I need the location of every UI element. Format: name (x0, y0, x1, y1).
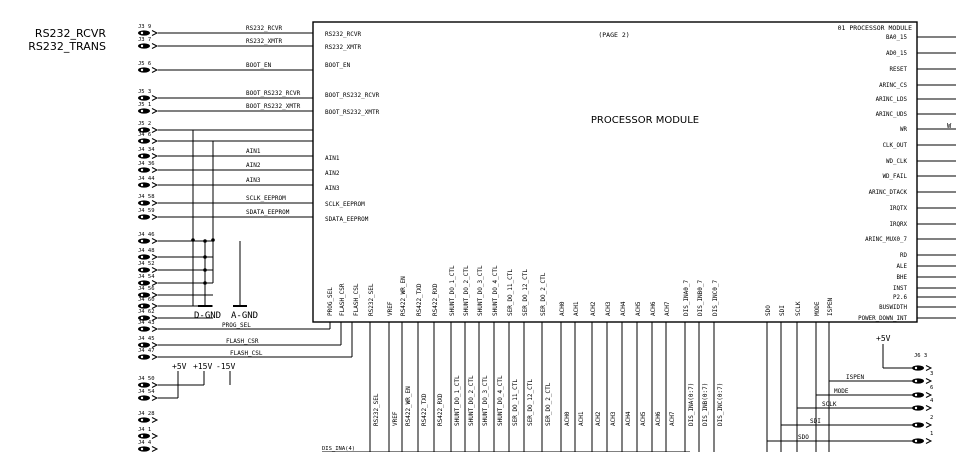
net-label: BOOT_RS232_RCVR (246, 90, 301, 97)
net-label: RS232_XMTR (246, 38, 283, 45)
pin-arrow (152, 447, 157, 452)
net-label: BOOT_RS232_XMTR (246, 103, 301, 110)
module-bottom-pin: SER_DO_2_CTL (540, 272, 547, 316)
connector-ref: J4 43 (138, 320, 155, 326)
pin-arrow (152, 268, 157, 273)
connector-ref: J4 1 (138, 427, 152, 433)
module-pin-label: SCLK_EEPROM (325, 201, 365, 208)
module-pin-label: WD_FAIL (882, 174, 907, 180)
module-bottom-pin: SCLK (795, 301, 802, 316)
connector-ref: J4 48 (138, 248, 155, 254)
pin-arrow (926, 423, 931, 428)
pin-arrow (926, 439, 931, 444)
bottom-bus-label: RS422_RXD (437, 393, 444, 426)
module-bottom-pin: RS422_TXD (416, 283, 423, 316)
pin-dot (141, 256, 143, 258)
module-right-pins (858, 35, 956, 322)
module-pin-label: ARINC_LDS (875, 97, 907, 103)
pin-dot (141, 384, 143, 386)
connector-ref: J4 44 (138, 176, 155, 182)
pin-dot (141, 97, 143, 99)
pin-dot (915, 367, 917, 369)
connector-43 (138, 326, 150, 331)
bottom-bus-label: SHUNT_DO_4_CTL (497, 375, 504, 426)
connector-j5-1 (138, 108, 150, 113)
pin-arrow (152, 304, 157, 309)
connector-j4-44 (138, 182, 150, 187)
module-bottom-pin: SER_DO_12_CTL (522, 269, 529, 316)
bottom-net-note: DIS_INA(4) (322, 446, 356, 452)
supply-label: +5V (876, 334, 891, 343)
pin-arrow (152, 109, 157, 114)
module-pin-label: WR (900, 127, 907, 133)
pin-dot (141, 282, 143, 284)
pin-arrow (926, 393, 931, 398)
bottom-bus-label: SER_DO_11_CTL (512, 379, 519, 426)
pin-dot (141, 240, 143, 242)
module-pin-label: BA0_15 (886, 35, 907, 41)
connector-j4-34 (138, 153, 150, 158)
module-bottom-pin: PROG_SEL (327, 287, 334, 316)
connector-ref: J3 7 (138, 37, 152, 43)
pin-arrow (152, 44, 157, 49)
module-pin-label: ARINC_UDS (875, 112, 907, 118)
module-pin-label: CLK_OUT (882, 143, 907, 149)
module-bottom-pin: ACH2 (590, 301, 597, 316)
module-pin-label: BOOT_EN (325, 62, 351, 69)
pin-dot (141, 69, 143, 71)
ground-label-dgnd: D-GND (194, 311, 222, 321)
connector-j4-60 (138, 303, 150, 308)
pin-dot (141, 32, 143, 34)
module-pin-label: ALE (896, 264, 907, 270)
pin-dot (141, 448, 143, 450)
connector-ref: J4 34 (138, 147, 155, 153)
supply-pin (138, 433, 150, 438)
connector-ref: J5 2 (138, 121, 152, 127)
net-label: SDI (810, 418, 821, 425)
module-pin-label: POWER_DOWN_INT (858, 316, 907, 322)
connector-j4-48 (138, 254, 150, 259)
bottom-bus-label: ACH2 (595, 411, 602, 426)
pin-dot (141, 45, 143, 47)
pin-arrow (152, 139, 157, 144)
pin-arrow (152, 31, 157, 36)
pin-arrow (152, 201, 157, 206)
pin-dot (915, 440, 917, 442)
connector-ref: J4 4 (138, 440, 152, 446)
connector-j3-7 (138, 43, 150, 48)
top-label-trans: RS232_TRANS (28, 40, 106, 53)
connector-j4-54 (138, 280, 150, 285)
connector-ref: J5 1 (138, 102, 152, 108)
bottom-bus-label: RS232_SEL (373, 393, 380, 426)
bottom-bus-label: ACH6 (655, 411, 662, 426)
connector-47 (138, 354, 150, 359)
page-ref: (PAGE 2) (598, 31, 630, 39)
connector-j4-59 (138, 214, 150, 219)
net-label: FLASH_CSR (226, 338, 259, 345)
connector-ref: J4 46 (138, 232, 155, 238)
module-pin-label: ARINC_DTACK (868, 190, 907, 196)
junction-dot (191, 238, 195, 242)
module-pin-label: RD (900, 253, 907, 259)
module-pin-label: BUSWIDTH (879, 305, 907, 311)
top-label-rcvr: RS232_RCVR (34, 27, 106, 40)
bottom-bus-label: ACH3 (610, 411, 617, 426)
net-label: FLASH_CSL (230, 350, 263, 357)
pin-arrow (152, 128, 157, 133)
pin-dot (915, 394, 917, 396)
pin-dot (915, 380, 917, 382)
connector-ref: J4 36 (138, 161, 155, 167)
module-bottom-pin: MODE (814, 301, 821, 316)
connector-j5-3 (138, 95, 150, 100)
pin-arrow (152, 255, 157, 260)
module-bottom-pin: ACH4 (620, 301, 627, 316)
module-left-pins (325, 31, 380, 223)
net-label: SCLK (822, 401, 837, 408)
module-title: PROCESSOR MODULE (590, 115, 700, 126)
bottom-bus-label: ACH4 (625, 411, 632, 426)
connector-j5-6 (138, 67, 150, 72)
connector-ref: J4 54 (138, 389, 155, 395)
pin-dot (915, 407, 917, 409)
module-pin-label: AIN3 (325, 185, 340, 192)
net-label: SDO (798, 434, 809, 441)
module-pin-label: IRQTX (889, 206, 907, 212)
pin-dot (141, 419, 143, 421)
connector-ref: J4 52 (138, 261, 155, 267)
j6-pin (912, 365, 924, 370)
supply-label: -15V (216, 362, 236, 371)
pin-dot (141, 202, 143, 204)
net-label: PROG_SEL (222, 322, 251, 329)
supply-label: +15V (193, 362, 213, 371)
pin-dot (141, 129, 143, 131)
module-pin-label: RS232_XMTR (325, 44, 362, 51)
net-label: AIN3 (246, 177, 261, 184)
pin-dot (141, 110, 143, 112)
connector-ref: J4 54 (138, 274, 155, 280)
bottom-bus-label: ACH0 (564, 411, 571, 426)
supply-pin (138, 417, 150, 422)
net-label: RS232_RCVR (246, 25, 283, 32)
pin-dot (141, 435, 143, 437)
module-bottom-pin: RS232_SEL (368, 283, 375, 316)
connector-j3-9 (138, 30, 150, 35)
pin-dot (141, 269, 143, 271)
bottom-bus-label: DIS_INB(0:7) (702, 382, 709, 426)
connector-ref: J6 3 (914, 353, 928, 359)
module-pin-label: BOOT_RS232_XMTR (325, 109, 380, 116)
module-bottom-pin: DIS_INA0_7 (683, 279, 690, 316)
module-pin-label: ARINC_CS (879, 83, 907, 89)
pin-arrow (152, 327, 157, 332)
module-pin-label: AIN2 (325, 170, 340, 177)
junction-dot (211, 238, 215, 242)
module-bottom-pin: SHUNT_DO_2_CTL (463, 265, 470, 316)
bottom-bus-label: SER_DO_2_CTL (545, 382, 552, 426)
connector-ref: J4 50 (138, 376, 155, 382)
module-bottom-pins (322, 265, 834, 452)
pin-arrow (152, 343, 157, 348)
module-pin-label: WD_CLK (886, 159, 907, 165)
bottom-bus-label: RS422_TXD (421, 393, 428, 426)
module-bottom-pin: RS422_RXD (432, 283, 439, 316)
module-bottom-pin: SDO (765, 305, 772, 316)
module-bottom-pin: ACH7 (664, 301, 671, 316)
pin-dot (141, 397, 143, 399)
module-pin-label: RESET (889, 67, 907, 73)
module-bottom-pin: ISPEN (827, 297, 834, 316)
pin-dot (141, 169, 143, 171)
module-bottom-pin: DIS_INC0_7 (712, 279, 719, 316)
left-side-nets (138, 24, 352, 452)
module-bottom-pin: DIS_INB0_7 (697, 279, 704, 316)
module-bottom-pin: SDI (779, 305, 786, 316)
supply-pin (138, 446, 150, 451)
connector-ref: J5 3 (138, 89, 152, 95)
module-bottom-pin: RS422_WR_EN (400, 276, 407, 316)
pin-arrow (926, 366, 931, 371)
pin-dot (141, 317, 143, 319)
pin-arrow (152, 355, 157, 360)
connector-ref: J4 58 (138, 194, 155, 200)
j6-pin-mode (912, 392, 924, 397)
connector-pin-num: 1 (930, 431, 934, 437)
bottom-bus-label: RS422_WR_EN (405, 386, 412, 426)
bottom-bus-label: VREF (392, 411, 399, 426)
module-bottom-pin: FLASH_CSR (339, 283, 346, 316)
module-bottom-pin: SER_DO_11_CTL (507, 269, 514, 316)
pin-arrow (152, 396, 157, 401)
pin-arrow (152, 418, 157, 423)
connector-j4-46 (138, 238, 150, 243)
pin-arrow (152, 434, 157, 439)
module-pin-label: P2.6 (893, 295, 907, 301)
pin-dot (141, 356, 143, 358)
pin-dot (141, 216, 143, 218)
connector-pin-num: 3 (930, 371, 934, 377)
edge-fragment: W (947, 122, 952, 130)
pin-arrow (152, 183, 157, 188)
connector-ref: J4 45 (138, 336, 155, 342)
pin-dot (141, 155, 143, 157)
pin-dot (141, 344, 143, 346)
pin-arrow (152, 281, 157, 286)
connector-pin-num: 2 (930, 415, 934, 421)
supply-pin (138, 382, 150, 387)
connector-ref: J3 9 (138, 24, 152, 30)
net-label: AIN2 (246, 162, 261, 169)
pin-arrow (152, 68, 157, 73)
net-label: AIN1 (246, 148, 261, 155)
net-label: MODE (834, 388, 849, 395)
connector-45 (138, 342, 150, 347)
connector-ref: J4 60 (138, 297, 155, 303)
module-pin-label: INST (893, 286, 907, 292)
supply-label: +5V (172, 362, 187, 371)
module-bottom-pin: ACH5 (635, 301, 642, 316)
bottom-bus-label: ACH5 (640, 411, 647, 426)
pin-arrow (152, 168, 157, 173)
module-bottom-pin: SHUNT_DO_1_CTL (449, 265, 456, 316)
module-pin-label: AD0_15 (886, 51, 907, 57)
pin-dot (141, 294, 143, 296)
module-bottom-pin: SHUNT_DO_3_CTL (477, 265, 484, 316)
module-ref: 01 PROCESSOR MODULE (837, 24, 912, 32)
connector-ref: J4 62 (138, 309, 155, 315)
bottom-bus-label: DIS_INA(0:7) (688, 382, 695, 426)
module-pin-label: AIN1 (325, 155, 340, 162)
pin-arrow (926, 406, 931, 411)
pin-arrow (152, 215, 157, 220)
pin-arrow (152, 96, 157, 101)
pin-dot (915, 424, 917, 426)
pin-dot (141, 140, 143, 142)
net-label: ISPEN (846, 374, 865, 381)
bottom-bus-label: ACH1 (578, 411, 585, 426)
connector-j4-6 (138, 138, 150, 143)
module-bottom-pin: ACH6 (650, 301, 657, 316)
module-bottom-pin: FLASH_CSL (353, 283, 360, 316)
connector-j4-58 (138, 200, 150, 205)
module-bottom-pin: SHUNT_DO_4_CTL (492, 265, 499, 316)
j6-pin-ispen (912, 378, 924, 383)
connector-pin-num: 6 (930, 385, 934, 391)
connector-ref: J5 6 (138, 61, 152, 67)
module-bottom-pin: VREF (387, 301, 394, 316)
module-pin-label: BOOT_RS232_RCVR (325, 92, 380, 99)
module-pin-label: RS232_RCVR (325, 31, 362, 38)
pin-dot (141, 305, 143, 307)
bottom-bus-label: ACH7 (669, 411, 676, 426)
bottom-bus-label: SHUNT_DO_3_CTL (482, 375, 489, 426)
pin-arrow (152, 239, 157, 244)
connector-ref: J4 47 (138, 348, 155, 354)
ground-label-agnd: A-GND (231, 311, 259, 321)
module-bottom-pin: ACH3 (605, 301, 612, 316)
bottom-bus-label: DIS_INC(0:7) (717, 382, 724, 426)
bottom-bus-label: SHUNT_DO_2_CTL (468, 375, 475, 426)
connector-ref: J4 6 (138, 132, 152, 138)
module-pin-label: IRQRX (889, 222, 907, 228)
module-bottom-pin: ACH0 (559, 301, 566, 316)
pin-dot (141, 328, 143, 330)
j6-pin-sdo (912, 438, 924, 443)
pin-arrow (926, 379, 931, 384)
pin-arrow (152, 383, 157, 388)
supply-pin (138, 395, 150, 400)
pin-arrow (152, 154, 157, 159)
connector-pin-num: 4 (930, 398, 934, 404)
module-bottom-pin: ACH1 (573, 301, 580, 316)
bottom-bus-label: SHUNT_DO_1_CTL (454, 375, 461, 426)
connector-j4-36 (138, 167, 150, 172)
connector-j4-52 (138, 267, 150, 272)
net-label: SDATA_EEPROM (246, 209, 290, 216)
j6-pin-sclk (912, 405, 924, 410)
module-pin-label: BHE (896, 275, 907, 281)
module-pin-label: SDATA_EEPROM (325, 216, 369, 223)
pin-dot (141, 184, 143, 186)
connector-ref: J4 28 (138, 411, 155, 417)
connector-ref: J4 59 (138, 208, 155, 214)
module-pin-label: ARINC_MUX0_7 (865, 237, 907, 243)
bottom-bus-label: SER_DO_12_CTL (527, 379, 534, 426)
net-label: BOOT_EN (246, 62, 272, 69)
connector-ref: J4 56 (138, 286, 155, 292)
j6-pin-sdi (912, 422, 924, 427)
net-label: SCLK_EEPROM (246, 195, 286, 202)
